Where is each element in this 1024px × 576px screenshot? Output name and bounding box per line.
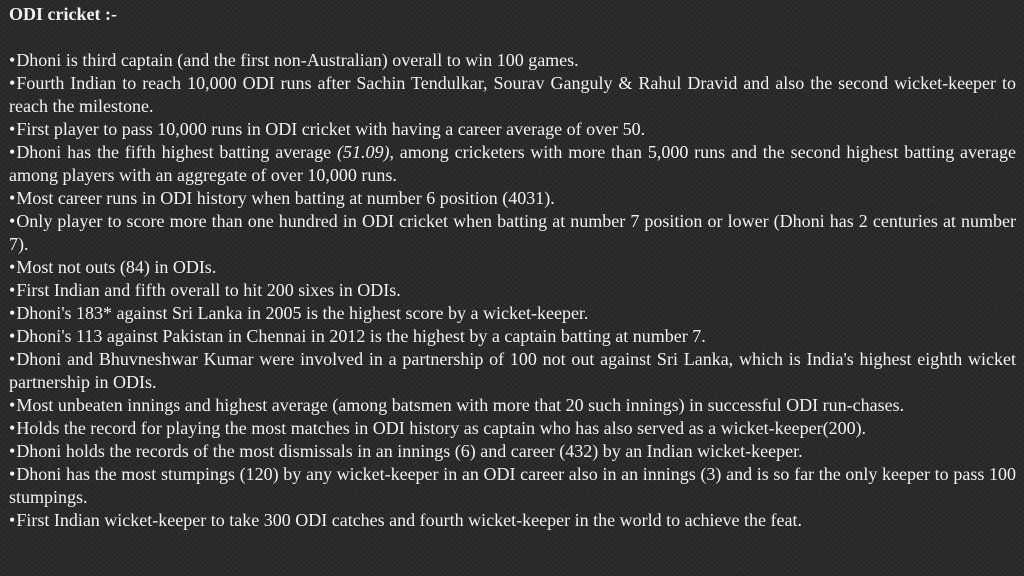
bullet-text: First player to pass 10,000 runs in ODI cricket with having a career average of over 50. xyxy=(16,119,646,139)
bullet-text: Fourth Indian to reach 10,000 ODI runs after Sachin Tendulkar, Sourav Ganguly & Rahul Dravid and also the second wicket-keeper to reach the milestone. xyxy=(9,73,1016,116)
bullet-item xyxy=(9,210,1016,256)
bullet-item xyxy=(9,118,1016,141)
bullet-text: Dhoni has the most stumpings (120) by any wicket-keeper in an ODI career also in an innings (3) and is so far the only keeper to pass 100 stumpings. xyxy=(9,464,1016,507)
bullet-item xyxy=(9,72,1016,118)
bullet-item xyxy=(9,279,1016,302)
bullet-item xyxy=(9,440,1016,463)
bullet-dot: • xyxy=(9,303,16,323)
bullet-dot: • xyxy=(9,257,16,277)
bullet-dot: • xyxy=(9,395,16,415)
bullet-text: Only player to score more than one hundred in ODI cricket when batting at number 7 position or lower (Dhoni has 2 centuries at number 7). xyxy=(9,211,1016,254)
bullet-item xyxy=(9,417,1016,440)
bullet-dot: • xyxy=(9,510,16,530)
bullet-text: First Indian wicket-keeper to take 300 ODI catches and fourth wicket-keeper in the world to achieve the feat. xyxy=(16,510,803,530)
bullet-dot: • xyxy=(9,280,16,300)
bullet-text: Most not outs (84) in ODIs. xyxy=(16,257,217,277)
slide-heading: ODI cricket :- xyxy=(9,4,117,24)
bullet-dot: • xyxy=(9,349,16,369)
bullet-dot: • xyxy=(9,73,16,93)
bullet-dot: • xyxy=(9,211,16,231)
bullet-item xyxy=(9,49,1016,72)
bullet-item xyxy=(9,509,1016,532)
bullet-item xyxy=(9,348,1016,394)
bullet-item xyxy=(9,302,1016,325)
bullet-item xyxy=(9,394,1016,417)
bullet-item xyxy=(9,141,1016,187)
bullet-text: Dhoni has the fifth highest batting average xyxy=(16,142,337,162)
bullet-item xyxy=(9,325,1016,348)
bullet-text: Holds the record for playing the most matches in ODI history as captain who has also served as a wicket-keeper(200). xyxy=(16,418,867,438)
bullet-text: Most career runs in ODI history when batting at number 6 position (4031). xyxy=(16,188,555,208)
bullet-text: First Indian and fifth overall to hit 200 sixes in ODIs. xyxy=(16,280,401,300)
bullet-text: Most unbeaten innings and highest average (among batsmen with more that 20 such innings) in successful ODI run-chases. xyxy=(16,395,905,415)
bullet-text: Dhoni's 183* against Sri Lanka in 2005 is the highest score by a wicket-keeper. xyxy=(16,303,589,323)
bullet-text: Dhoni holds the records of the most dismissals in an innings (6) and career (432) by an Indian wicket-keeper. xyxy=(16,441,803,461)
bullet-text: , among cricketers with more than 5,000 runs and the second highest batting average among players with an aggregate of over 10,000 runs. xyxy=(9,142,1016,185)
bullet-dot: • xyxy=(9,418,16,438)
bullet-dot: • xyxy=(9,464,16,484)
bullet-item xyxy=(9,187,1016,210)
bullet-dot: • xyxy=(9,50,16,70)
bullet-text: Dhoni is third captain (and the first non-Australian) overall to win 100 games. xyxy=(16,50,579,70)
bullet-text: Dhoni and Bhuvneshwar Kumar were involved in a partnership of 100 not out against Sri Lanka, which is India's highest eighth wicket partnership in ODIs. xyxy=(9,349,1016,392)
bullet-dot: • xyxy=(9,142,16,162)
batting-average-value: (51.09) xyxy=(336,142,390,162)
bullet-dot: • xyxy=(9,188,16,208)
bullet-dot: • xyxy=(9,119,16,139)
bullet-text: Dhoni's 113 against Pakistan in Chennai in 2012 is the highest by a captain batting at number 7. xyxy=(16,326,706,346)
bullet-list xyxy=(9,49,1016,532)
bullet-dot: • xyxy=(9,441,16,461)
bullet-dot: • xyxy=(9,326,16,346)
bullet-item xyxy=(9,256,1016,279)
bullet-item xyxy=(9,463,1016,509)
